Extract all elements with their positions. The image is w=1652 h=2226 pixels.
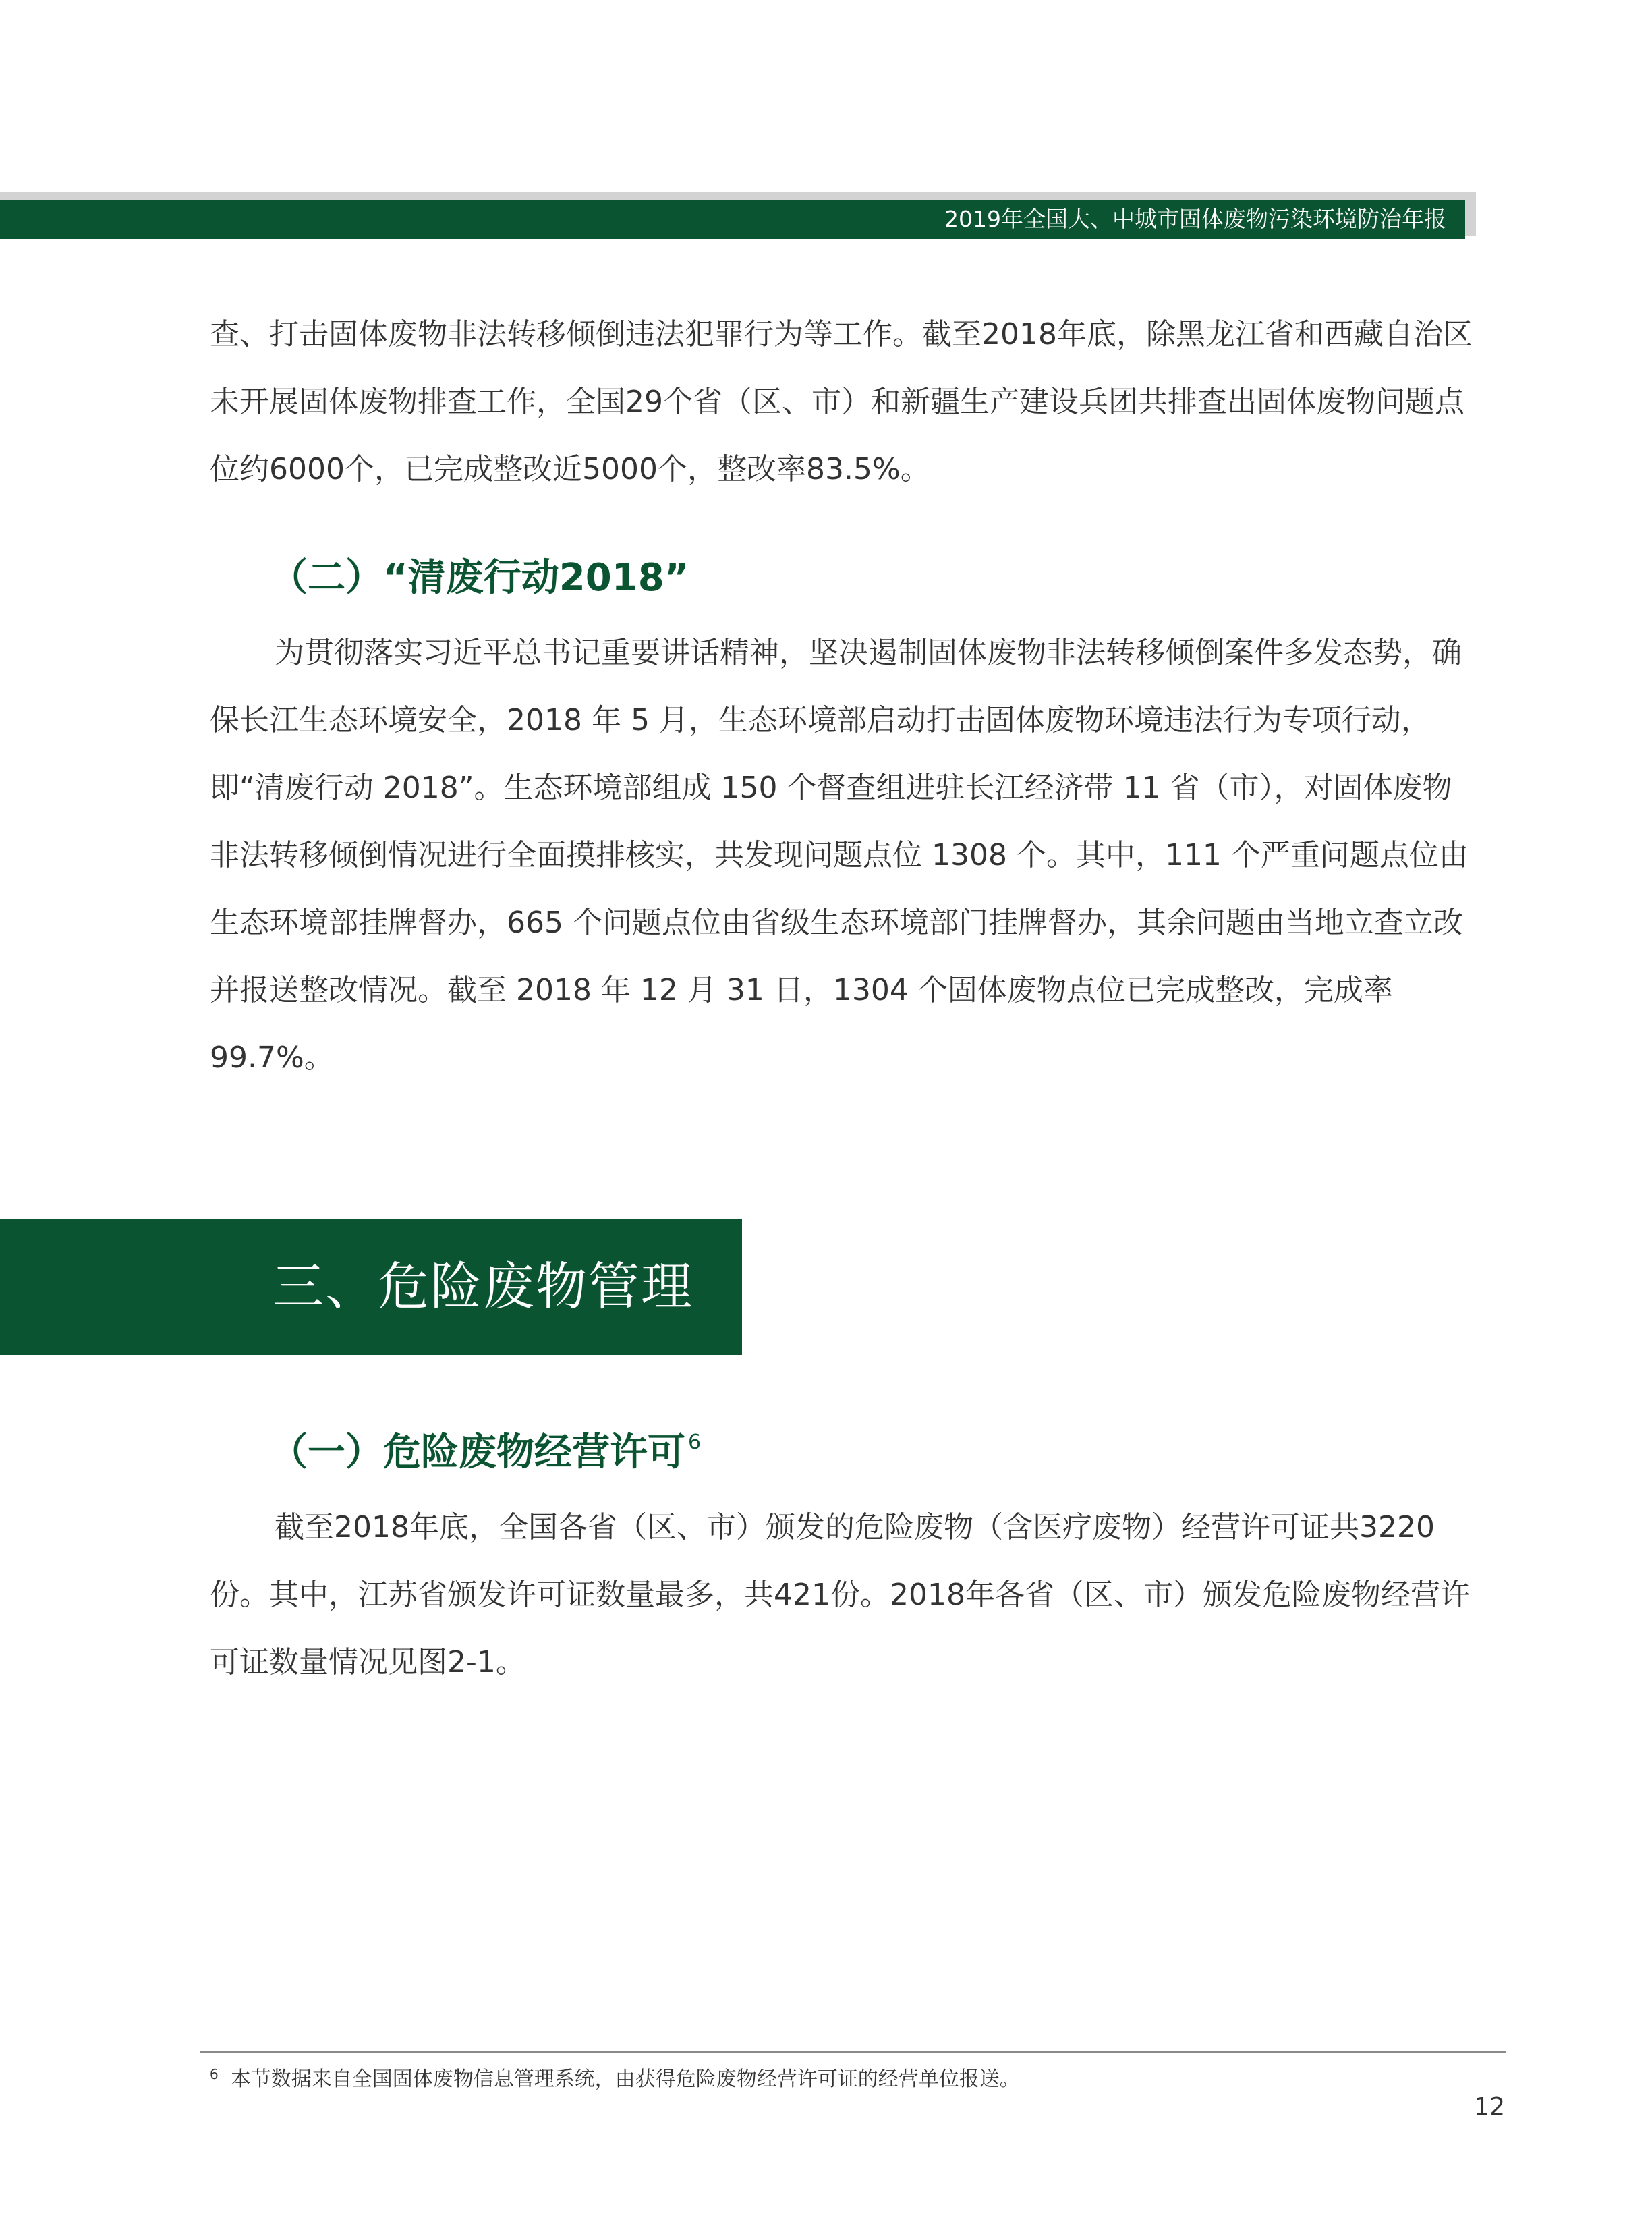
footnote-marker: 6: [210, 2066, 219, 2082]
footnote-divider: [200, 2051, 1506, 2053]
footnote-reference[interactable]: 6: [688, 1430, 702, 1454]
running-header-title: 2019年全国大、中城市固体废物污染环境防治年报: [944, 206, 1446, 232]
footnote-text: 本节数据来自全国固体废物信息管理系统，由获得危险废物经营许可证的经营单位报送。: [230, 2067, 1020, 2091]
paragraph-cleanup-progress: 查、打击固体废物非法转移倾倒违法犯罪行为等工作。截至2018年底，除黑龙江省和西藏自治区未开展固体废物排查工作，全国29个省（区、市）和新疆生产建设兵团共排查出固体废物问题点位约6000个，已完成整改近5000个，整改率83.5%。: [210, 317, 1473, 486]
section-title: 三、危险废物管理: [273, 1256, 693, 1316]
subheading-clean-waste-action: （二）“清废行动2018”: [270, 556, 689, 600]
subheading-hazardous-waste-license: [270, 1422, 701, 1476]
section-banner: [0, 1219, 742, 1355]
header-bar: [0, 200, 1465, 239]
subheading-hazardous-waste-license-text: （一）危险废物经营许可: [270, 1430, 685, 1474]
page-number: 12: [1474, 2093, 1505, 2121]
footnote: [210, 2059, 1020, 2094]
paragraph-clean-waste-action: 为贯彻落实习近平总书记重要讲话精神，坚决遏制固体废物非法转移倾倒案件多发态势，确保长江生态环境安全，2018 年 5 月，生态环境部启动打击固体废物环境违法行为专项行动，即“清废行动 2018”。生态环境部组成 150 个督查组进驻长江经济带 11 省（市），对固体废物非法转移倾倒情况进行全面摸排核实，共发现问题点位 1308 个。其中，111 个严重问题点位由生态环境部挂牌督办，665 个问题点位由省级生态环境部门挂牌督办，其余问题由当地立查立改并报送整改情况。截至 2018 年 12 月 31 日，1304 个固体废物点位已完成整改，完成率 99.7%。: [210, 636, 1469, 1075]
paragraph-license-count: 截至2018年底，全国各省（区、市）颁发的危险废物（含医疗废物）经营许可证共3220份。其中，江苏省颁发许可证数量最多，共421份。2018年各省（区、市）颁发危险废物经营许可证数量情况见图2-1。: [210, 1510, 1470, 1679]
